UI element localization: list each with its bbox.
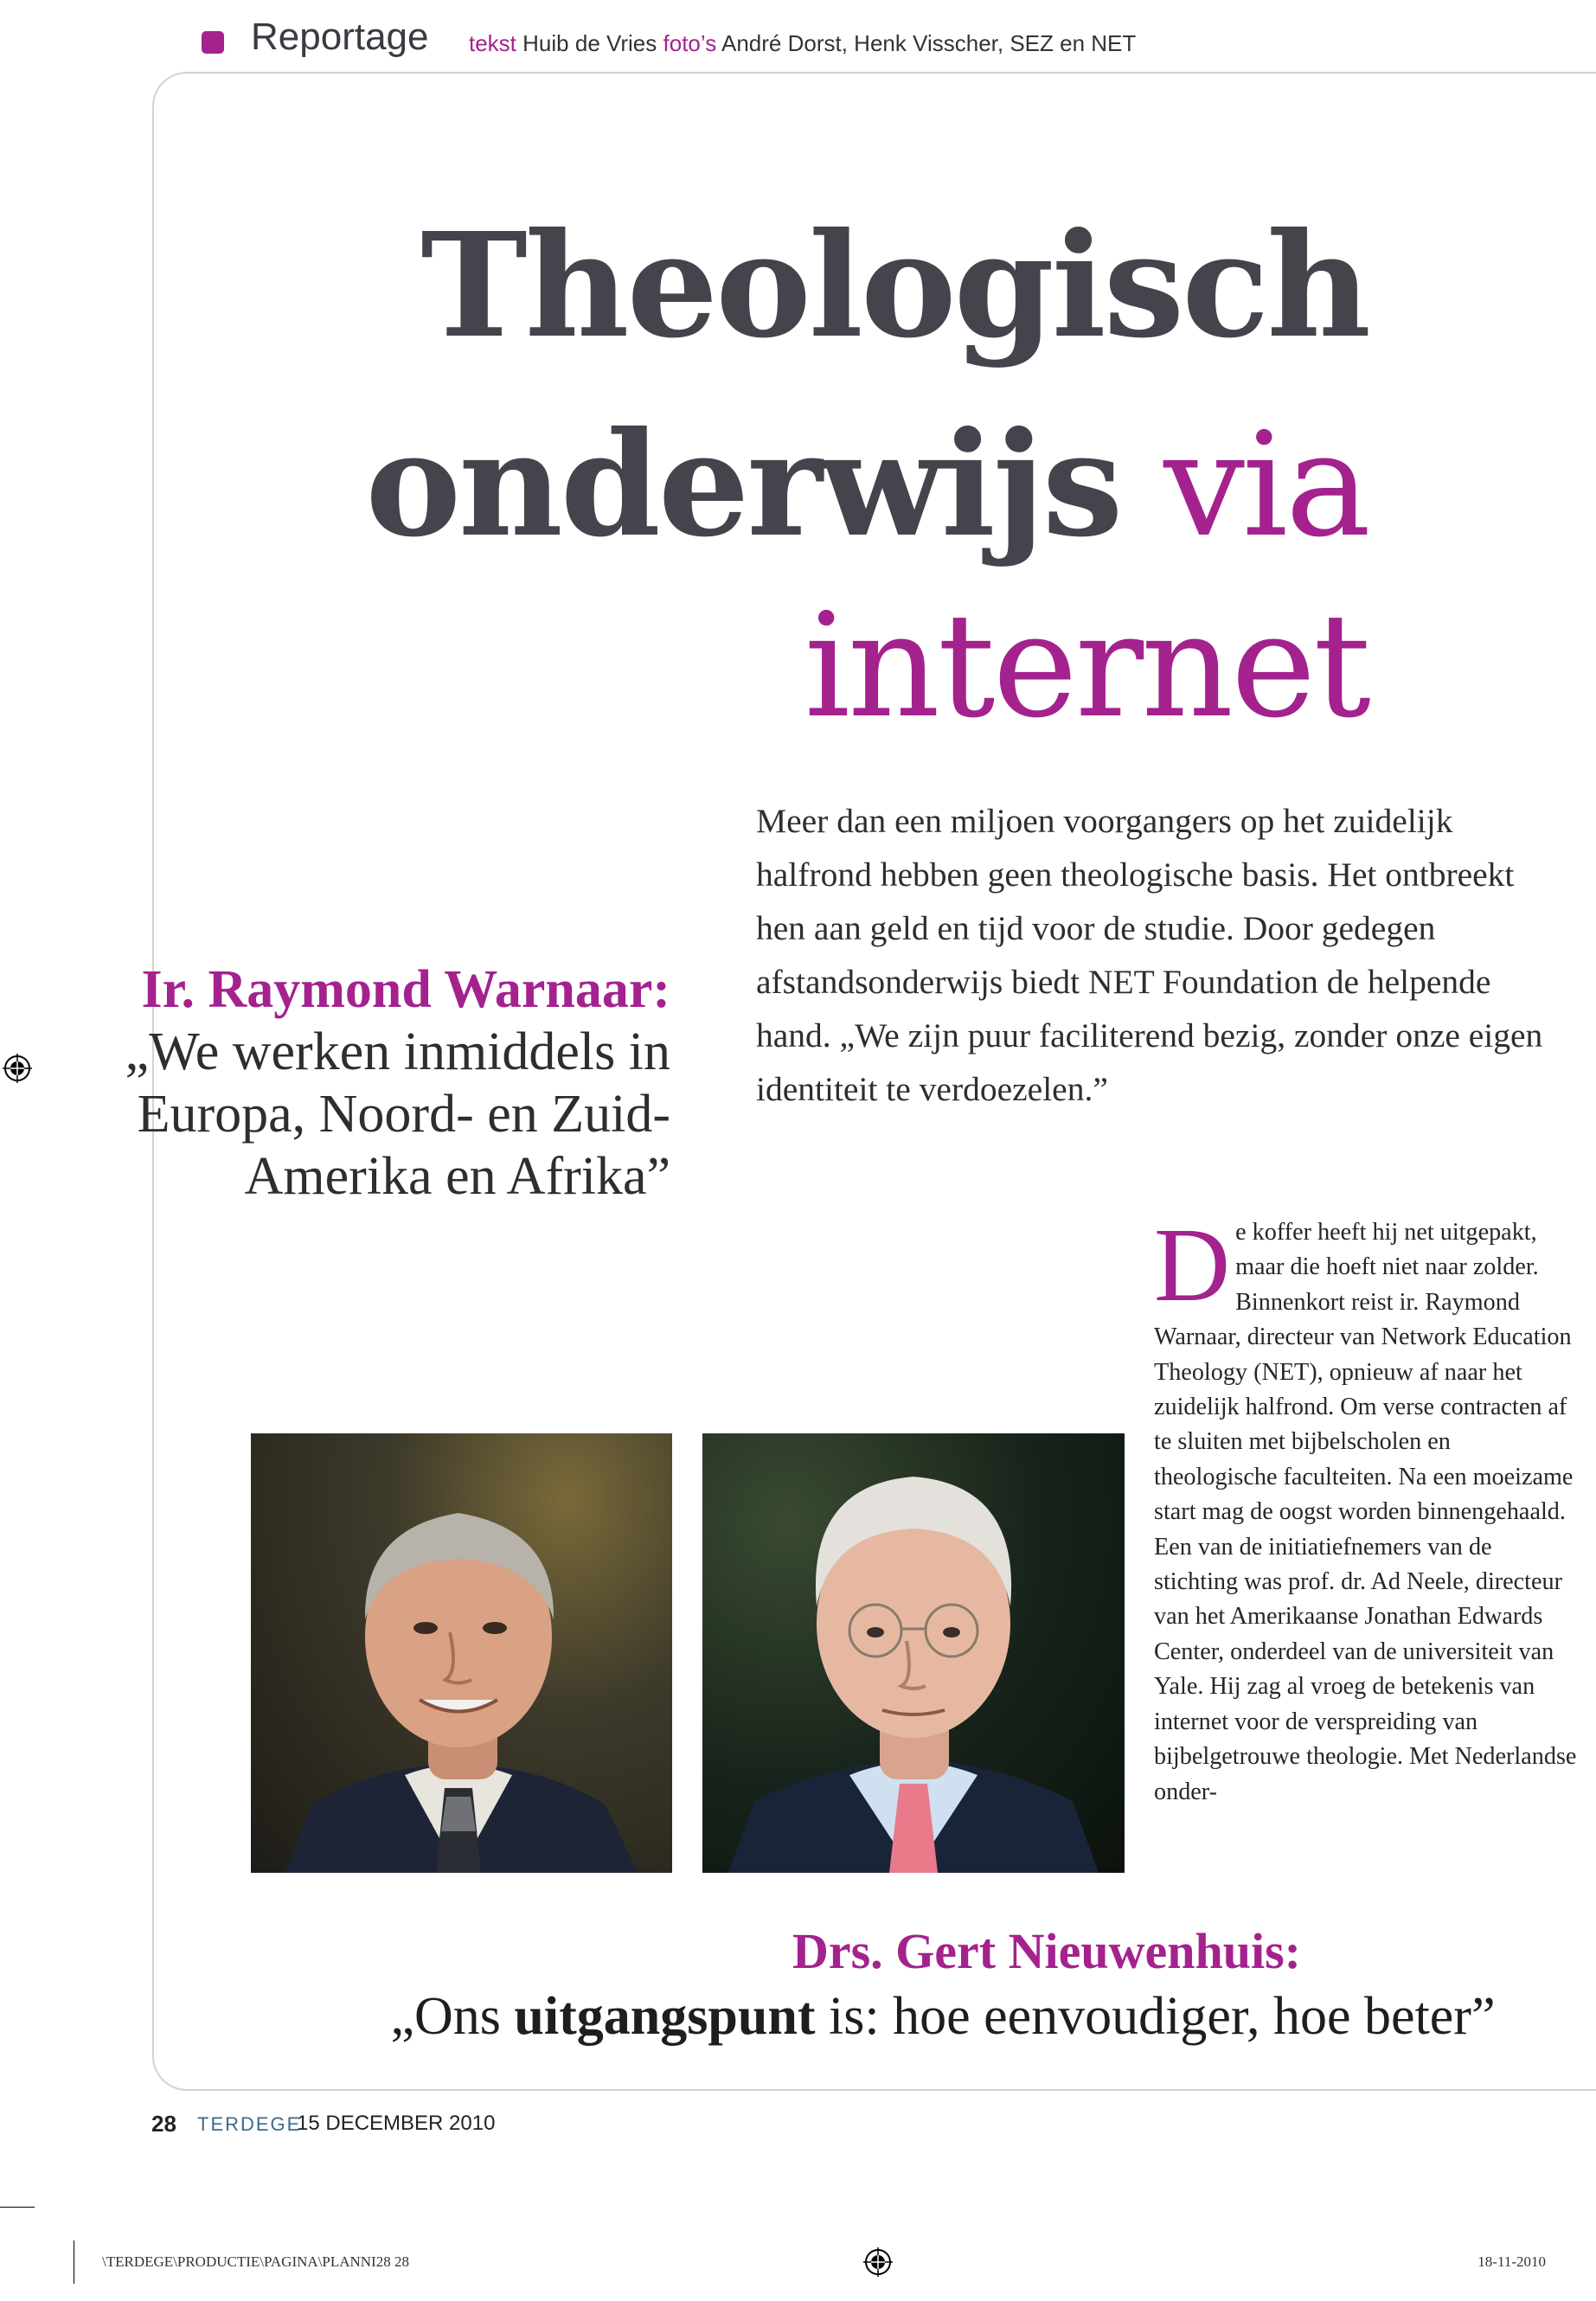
photo-credit-label: foto’s [663, 30, 717, 56]
intro-paragraph: Meer dan een miljoen voorgangers op het zuidelijk halfrond hebben geen theologische basis. Het ontbreekt hen aan geld en tijd voor de studie. Door gedegen afstandsonderwijs biedt NET Foundation de helpende hand. „We zijn puur faciliterend bezig, zonder onze eigen identiteit te verdoezelen.” [756, 802, 1543, 1108]
section-name: Reportage [251, 16, 429, 58]
pullquote-gert-text-pre: „Ons [390, 1987, 501, 2046]
body-paragraph-2: Een van de initiatiefnemers van de stichting was prof. dr. Ad Neele, directeur van het Amerikaanse Jonathan Edwards Center, onderdeel van de universiteit van Yale. Hij zag al vroeg de betekenis van internet voor de verspreiding van bijbelgetrouwe theologie. Met Nederlandse onder- [1154, 1533, 1577, 1805]
photo-raymond-warnaar [251, 1433, 672, 1873]
headline-line-2 [365, 401, 1368, 569]
portrait-gert-illustration [702, 1433, 1125, 1873]
dropcap: D [1154, 1207, 1231, 1324]
headline-line-3: internet [804, 583, 1368, 750]
headline-word-via: via [1163, 402, 1368, 569]
trim-mark-horizontal [0, 2207, 35, 2208]
pullquote-gert-text-bold: uitgangspunt [514, 1987, 816, 2046]
photographers: André Dorst, Henk Visscher, SEZ en NET [721, 30, 1137, 56]
credits-line [469, 30, 1136, 57]
headline-word-onderwijs: onderwijs [365, 401, 1121, 569]
section-marker-square [202, 31, 224, 54]
headline-line-1: Theologisch [420, 202, 1368, 370]
body-column [1154, 1207, 1578, 1810]
photo-gert-nieuwenhuis [702, 1433, 1125, 1873]
pullquote-raymond-text: „We werken inmiddels in Europa, Noord- en Zuid-Amerika en Afrika” [125, 1022, 670, 1206]
text-credit-label: tekst [469, 30, 516, 56]
issue-date: 15 DECEMBER 2010 [297, 2112, 496, 2135]
body-paragraph-1: e koffer heeft hij net uitgepakt, maar die hoeft niet naar zolder. Binnenkort reist ir. Raymond Warnaar, directeur van Network Education Theology (NET), opnieuw af naar het zuidelijk halfrond. Om verse contracten af te sluiten met bijbelscholen en theologische faculteiten. Na een moeizame start mag de oogst worden binnengehaald. [1154, 1219, 1574, 1526]
pullquote-raymond-name: Ir. Raymond Warnaar: [141, 960, 670, 1019]
print-file-path: \TERDEGE\PRODUCTIE\PAGINA\PLANNI28 28 [102, 2253, 409, 2270]
registration-mark-icon [863, 2247, 893, 2277]
pullquote-gert-text-post: is: hoe eenvoudiger, hoe beter” [828, 1987, 1496, 2046]
pullquote-gert-name: Drs. Gert Nieuwenhuis: [792, 1923, 1301, 1979]
registration-mark-icon [3, 1054, 32, 1083]
pullquote-gert-text [242, 1983, 1596, 2050]
portrait-raymond-illustration [251, 1433, 672, 1873]
pullquote-gert [173, 1920, 1596, 2050]
author-name: Huib de Vries [522, 30, 657, 56]
magazine-name: TERDEGE [197, 2113, 302, 2135]
pullquote-raymond [117, 958, 670, 1208]
print-date: 18-11-2010 [1477, 2253, 1546, 2270]
page-number: 28 [151, 2111, 176, 2137]
